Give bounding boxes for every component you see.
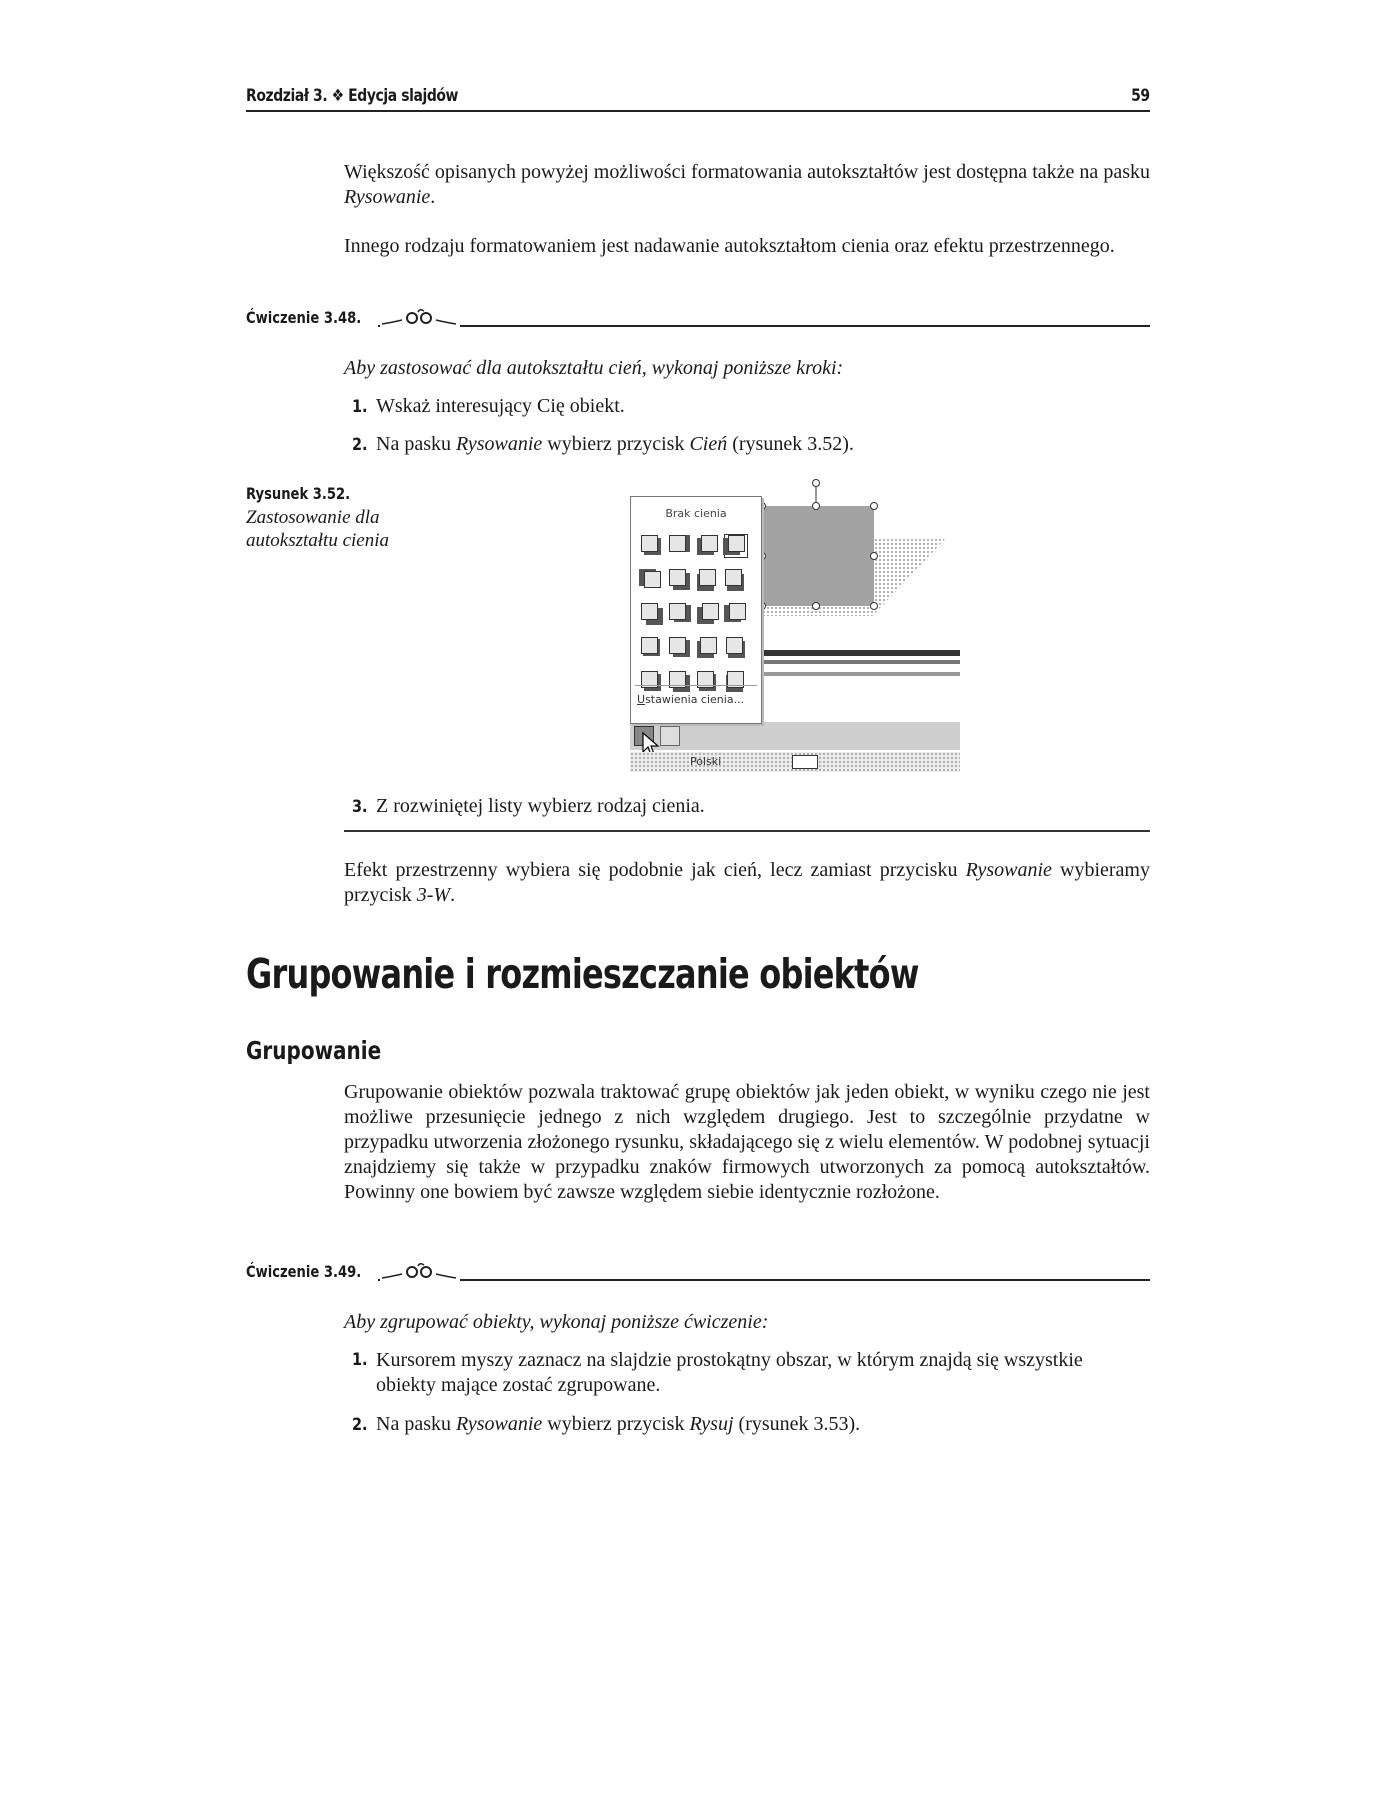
- shadow-menu: [630, 496, 762, 724]
- no-shadow-item[interactable]: Brak cienia: [665, 507, 727, 520]
- shadow-style-icon[interactable]: [641, 637, 663, 659]
- list-item: 1. Kursorem myszy zaznacz na slajdzie prostokątny obszar, w którym znajdą się wszystkie obiekty mające zostać zgrupowane.: [352, 1349, 1083, 1396]
- chapter-title: Rozdział 3. ❖ Edycja slajdów: [246, 86, 459, 106]
- figure-title: Rysunek 3.52.: [246, 484, 351, 503]
- 3d-button[interactable]: [660, 726, 680, 746]
- intro-paragraph-2: Innego rodzaju formatowaniem jest nadawanie autokształtom cienia oraz efektu przestrzennego.: [344, 235, 1115, 257]
- after-exercise-paragraph: Efekt przestrzenny wybiera się podobnie jak cień, lecz zamiast przycisku Rysowanie wybieramy przycisk 3-W.: [344, 859, 1150, 906]
- ornament-icon: [380, 1262, 460, 1282]
- shadow-style-icon[interactable]: [669, 569, 691, 591]
- exercise-end-rule: [344, 830, 1150, 832]
- shadow-style-icon[interactable]: [697, 569, 719, 591]
- exercise-rule: [378, 1279, 1150, 1281]
- list-item: 2. Na pasku Rysowanie wybierz przycisk Rysuj (rysunek 3.53).: [352, 1413, 861, 1435]
- selection-handles: [756, 478, 886, 614]
- list-item: 3. Z rozwiniętej listy wybierz rodzaj cienia.: [352, 795, 705, 817]
- shadow-style-icon[interactable]: [641, 569, 663, 591]
- shadow-style-icon[interactable]: [697, 637, 719, 659]
- running-header: [246, 86, 1150, 112]
- ornament-icon: [380, 308, 460, 328]
- shadow-style-icon[interactable]: [641, 671, 663, 693]
- menu-separator: [635, 685, 757, 686]
- list-item: 2. Na pasku Rysowanie wybierz przycisk Cień (rysunek 3.52).: [352, 433, 854, 455]
- intro-paragraph-1: Większość opisanych powyżej możliwości formatowania autokształtów jest dostępna także na pasku Rysowanie.: [344, 161, 1150, 208]
- shadow-style-icon[interactable]: [641, 603, 663, 625]
- shadow-style-icon[interactable]: [669, 637, 691, 659]
- shadow-style-icon[interactable]: [697, 535, 719, 557]
- status-language: Polski: [690, 755, 722, 768]
- exercise-instruction: Aby zastosować dla autokształtu cień, wykonaj poniższe kroki:: [344, 357, 844, 379]
- shadow-style-icon[interactable]: [697, 671, 719, 693]
- shadow-style-icon[interactable]: [641, 535, 663, 557]
- figure-screenshot: [630, 478, 960, 776]
- section-paragraph: Grupowanie obiektów pozwala traktować grupę obiektów jak jeden obiekt, w wyniku czego nie jest możliwe przesunięcie jednego z nich względem drugiego. Jest to szczególnie przydatne w przypadku utworzenia złożonego rysunku, składającego się z wielu elementów. W podobnej sytuacji znajdziemy się także w przypadku znaków firmowych utworzonych za pomocą autokształtów. Powinny one bowiem być zawsze względem siebie identycznie rozłożone.: [344, 1081, 1150, 1203]
- exercise-label: Ćwiczenie 3.48.: [246, 308, 362, 327]
- page-number: 59: [1131, 86, 1150, 106]
- exercise-header: [246, 1262, 1150, 1286]
- shadow-style-icon[interactable]: [725, 535, 747, 557]
- shadow-style-icon[interactable]: [669, 535, 691, 557]
- shadow-style-icon[interactable]: [725, 671, 747, 693]
- shadow-style-icon[interactable]: [669, 671, 691, 693]
- exercise-rule: [378, 325, 1150, 327]
- shadow-style-icon[interactable]: [725, 637, 747, 659]
- shadow-style-icon[interactable]: [669, 603, 691, 625]
- subsection-heading: Grupowanie: [246, 1036, 382, 1065]
- exercise-instruction: Aby zgrupować obiekty, wykonaj poniższe ćwiczenie:: [344, 1311, 769, 1333]
- list-item: 1. Wskaż interesujący Cię obiekt.: [352, 395, 625, 417]
- shadow-style-grid: [641, 535, 753, 693]
- exercise-header: [246, 308, 1150, 332]
- figure-caption: Zastosowanie dla autokształtu cienia: [246, 507, 390, 551]
- status-icon: [792, 755, 818, 769]
- exercise-label: Ćwiczenie 3.49.: [246, 1262, 362, 1281]
- section-heading: Grupowanie i rozmieszczanie obiektów: [246, 950, 919, 998]
- shadow-settings-item[interactable]: Ustawienia cienia...: [637, 693, 745, 706]
- shadow-style-icon[interactable]: [725, 603, 747, 625]
- shadow-style-icon[interactable]: [697, 603, 719, 625]
- shadow-style-icon[interactable]: [725, 569, 747, 591]
